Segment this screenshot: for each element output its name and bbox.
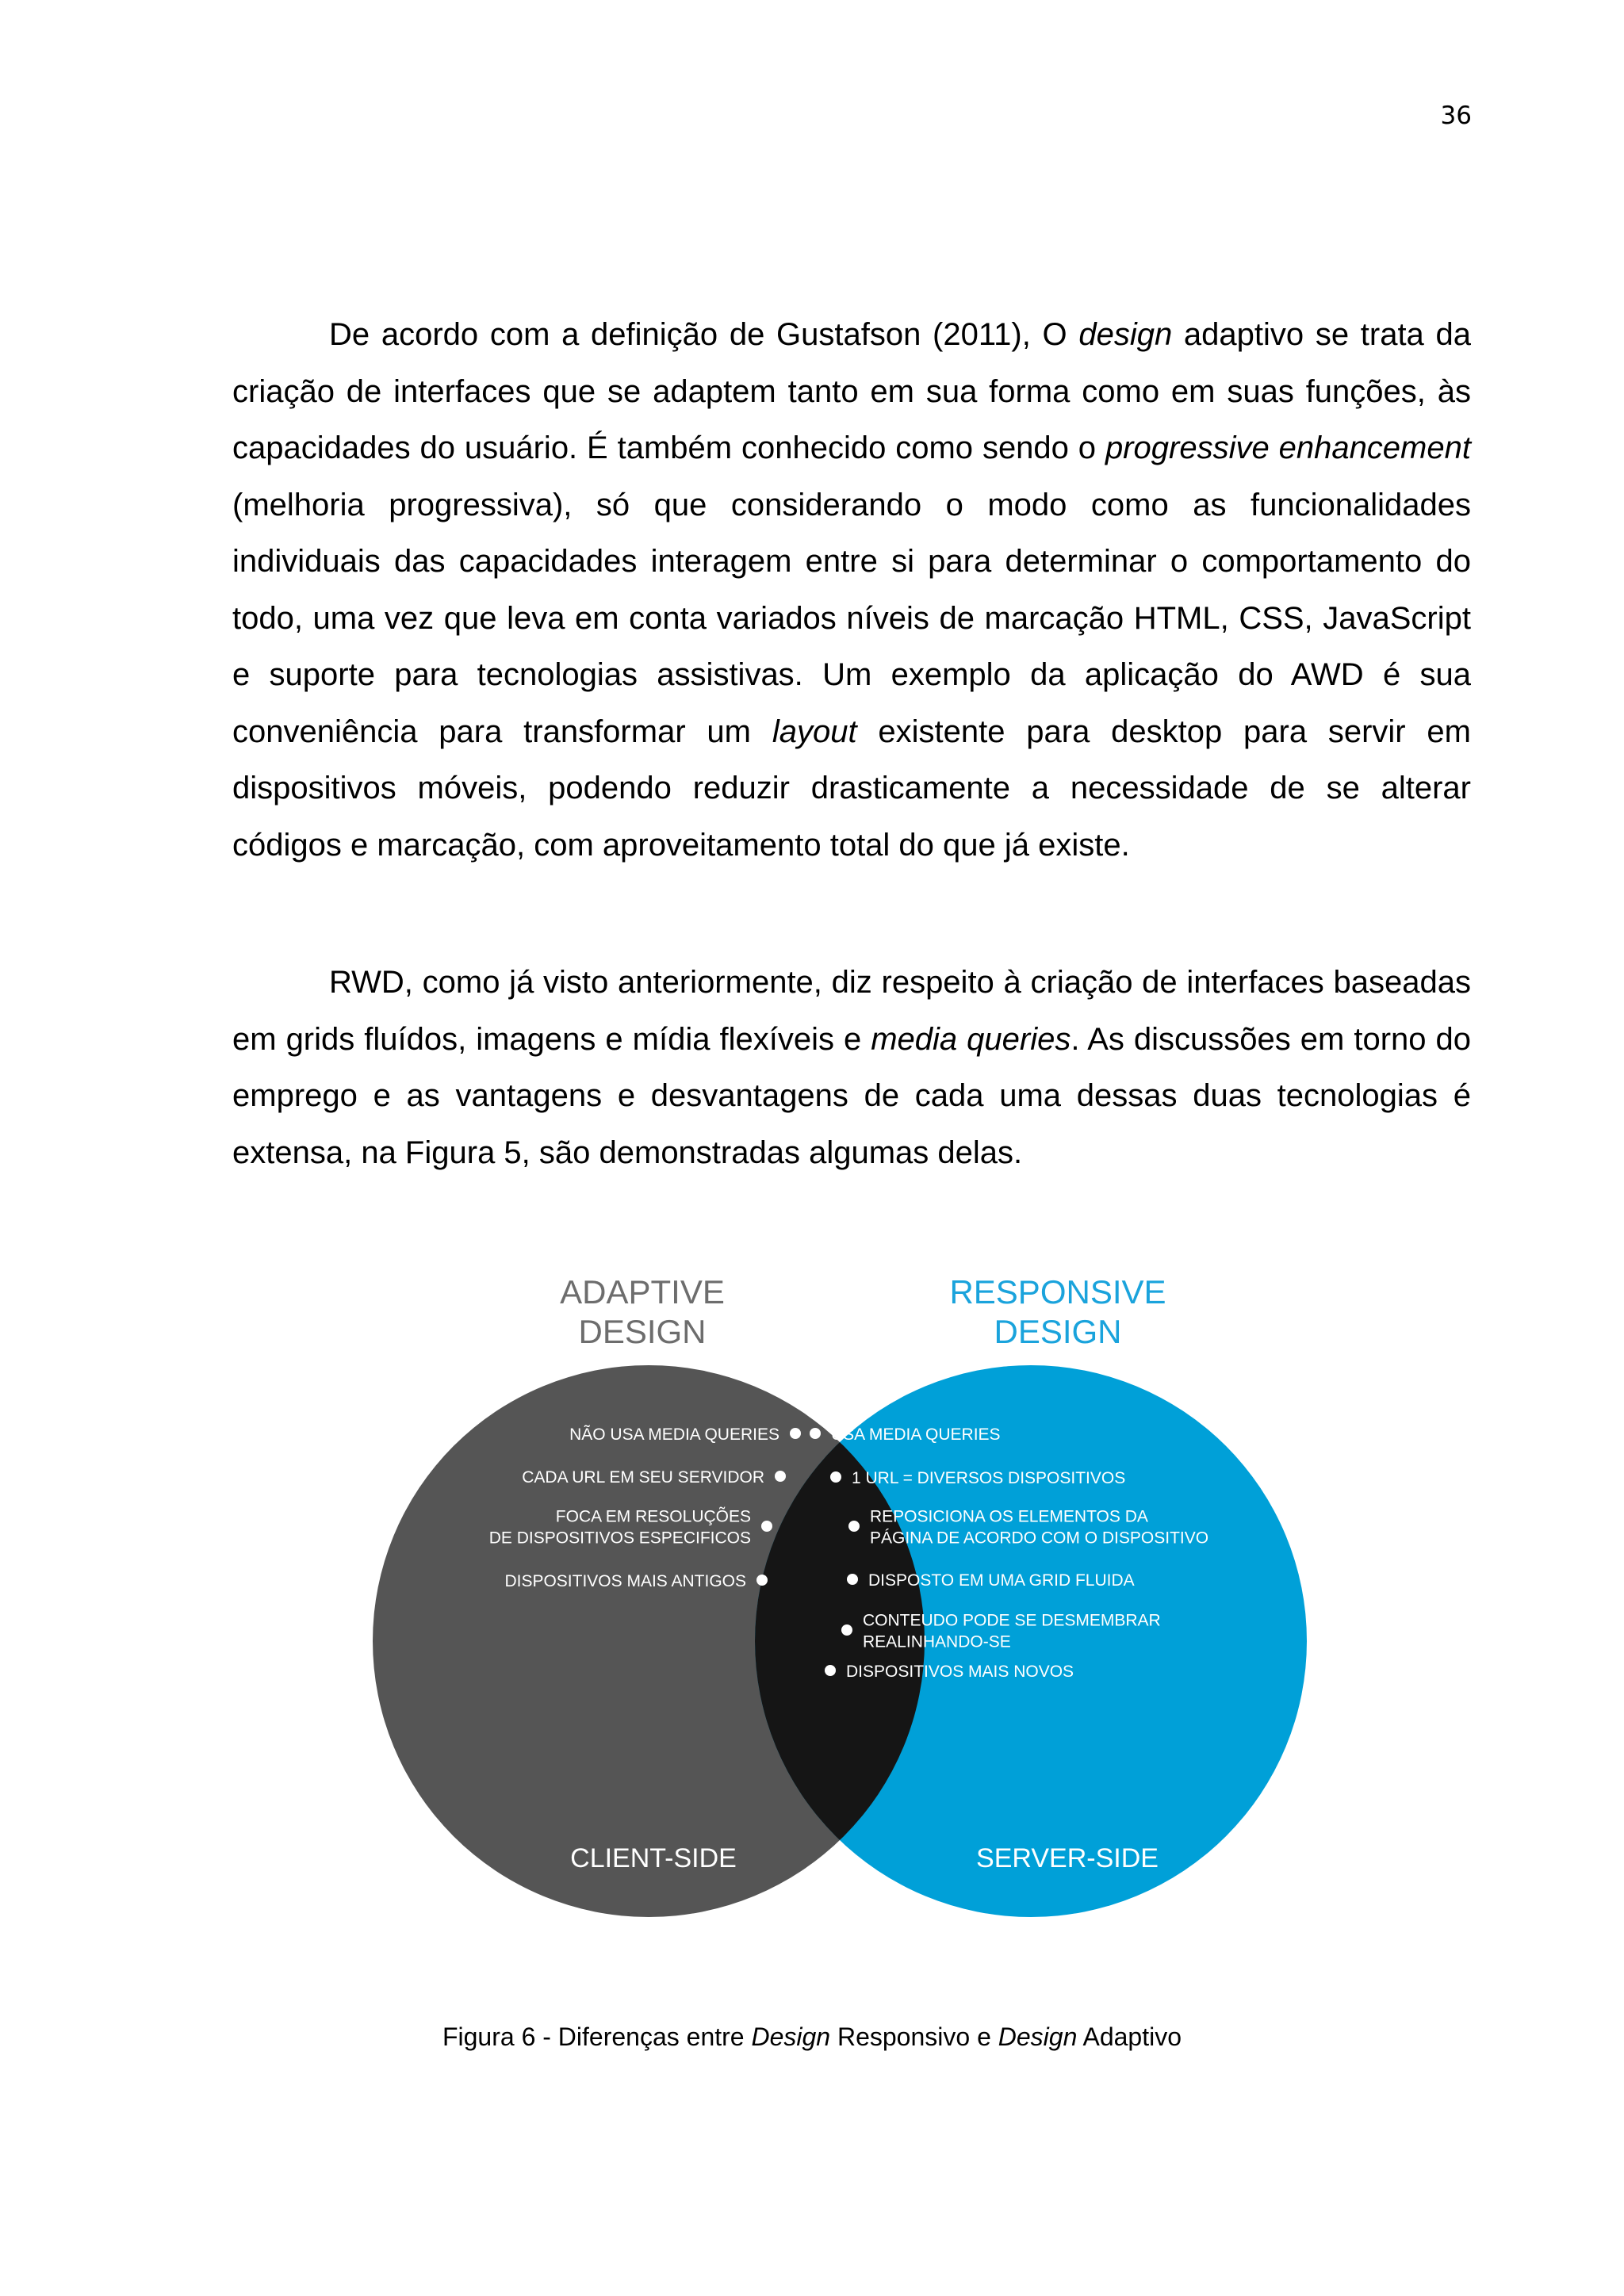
feature-text: DISPOSITIVOS MAIS ANTIGOS — [504, 1572, 746, 1590]
text-run: De acordo com a definição de Gustafson (2011), O — [329, 317, 1079, 352]
venn-diagram — [349, 1253, 1332, 1934]
italic-text: progressive enhancement — [1105, 430, 1471, 465]
responsive-feature-item — [810, 1425, 1001, 1444]
text-run: (melhoria progressiva), só que considerando o modo como as funcionalidades individuais das capacidades interagem entre si para determinar o comportamento do todo, uma vez que leva em conta variados níveis de marcação HTML, CSS, JavaScript e suporte para tecnologias assistivas. Um exemplo da aplicação do AWD é sua conveniência para transformar um — [232, 487, 1471, 749]
italic-text: Design — [998, 2022, 1078, 2051]
client-side-label: CLIENT-SIDE — [570, 1843, 737, 1873]
bullet-dot — [825, 1665, 836, 1676]
body-paragraph-2 — [232, 955, 1471, 1181]
feature-text: NÃO USA MEDIA QUERIES — [569, 1425, 779, 1444]
adaptive-design-title-line2: DESIGN — [578, 1313, 707, 1350]
figure-caption — [0, 2022, 1624, 2052]
body-paragraph-1 — [232, 307, 1471, 874]
bullet-dot — [841, 1624, 852, 1636]
italic-text: layout — [772, 714, 857, 749]
italic-text: design — [1078, 317, 1173, 352]
bullet-dot — [848, 1521, 860, 1532]
feature-text: DISPOSITIVOS MAIS NOVOS — [846, 1663, 1074, 1681]
italic-text: media queries — [871, 1021, 1071, 1057]
feature-text: DE DISPOSITIVOS ESPECIFICOS — [488, 1529, 751, 1548]
feature-text: USA MEDIA QUERIES — [831, 1425, 1001, 1444]
page-number: 36 — [1440, 101, 1472, 130]
bullet-dot — [847, 1574, 858, 1585]
adaptive-design-title-line1: ADAPTIVE — [560, 1273, 725, 1311]
responsive-feature-item — [825, 1663, 1074, 1681]
feature-text: CONTEUDO PODE SE DESMEMBRAR — [863, 1611, 1161, 1630]
responsive-design-title-line1: RESPONSIVE — [949, 1273, 1166, 1311]
responsive-feature-item — [847, 1571, 1135, 1590]
responsive-design-title-line2: DESIGN — [994, 1313, 1122, 1350]
feature-text: FOCA EM RESOLUÇÕES — [555, 1507, 751, 1526]
venn-diagram-figure — [349, 1253, 1332, 1934]
feature-text: PÁGINA DE ACORDO COM O DISPOSITIVO — [870, 1529, 1209, 1548]
text-run: adaptivo se trata da criação de interfaces que se adaptem tanto em sua forma como em suas funções, às capacidades do usuário. É também conhecido como sendo o — [232, 317, 1471, 465]
adaptive-feature-item — [569, 1425, 801, 1444]
bullet-dot — [830, 1471, 841, 1483]
italic-text: Design — [751, 2022, 831, 2051]
adaptive-feature-item — [522, 1468, 786, 1487]
bullet-dot — [756, 1575, 768, 1586]
server-side-label: SERVER-SIDE — [976, 1843, 1159, 1873]
text-run: existente para desktop para servir em dispositivos móveis, podendo reduzir drasticamente a necessidade de se alterar códigos e marcação, com aproveitamento total do que já existe. — [232, 714, 1471, 863]
text-run: Adaptivo — [1077, 2022, 1182, 2051]
text-run: . As discussões em torno do emprego e as vantagens e desvantagens de cada uma dessas duas tecnologias é extensa, na Figura 5, são demonstradas algumas delas. — [232, 1021, 1471, 1170]
bullet-dot — [775, 1471, 786, 1482]
feature-text: 1 URL = DIVERSOS DISPOSITIVOS — [852, 1469, 1126, 1487]
responsive-feature-item — [830, 1469, 1125, 1487]
feature-text: DISPOSTO EM UMA GRID FLUIDA — [868, 1571, 1135, 1590]
text-run: RWD, como já visto anteriormente, diz respeito à criação de interfaces baseadas em grids fluídos, imagens e mídia flexíveis e — [232, 965, 1471, 1057]
text-run: Figura 6 - Diferenças entre — [442, 2022, 752, 2051]
bullet-dot — [761, 1521, 772, 1532]
feature-text: REALINHANDO-SE — [863, 1632, 1011, 1651]
feature-text: REPOSICIONA OS ELEMENTOS DA — [870, 1507, 1148, 1526]
text-run: Responsivo e — [830, 2022, 998, 2051]
feature-text: CADA URL EM SEU SERVIDOR — [522, 1468, 764, 1487]
adaptive-feature-item — [504, 1572, 768, 1590]
bullet-dot — [810, 1428, 821, 1439]
bullet-dot — [790, 1428, 801, 1439]
